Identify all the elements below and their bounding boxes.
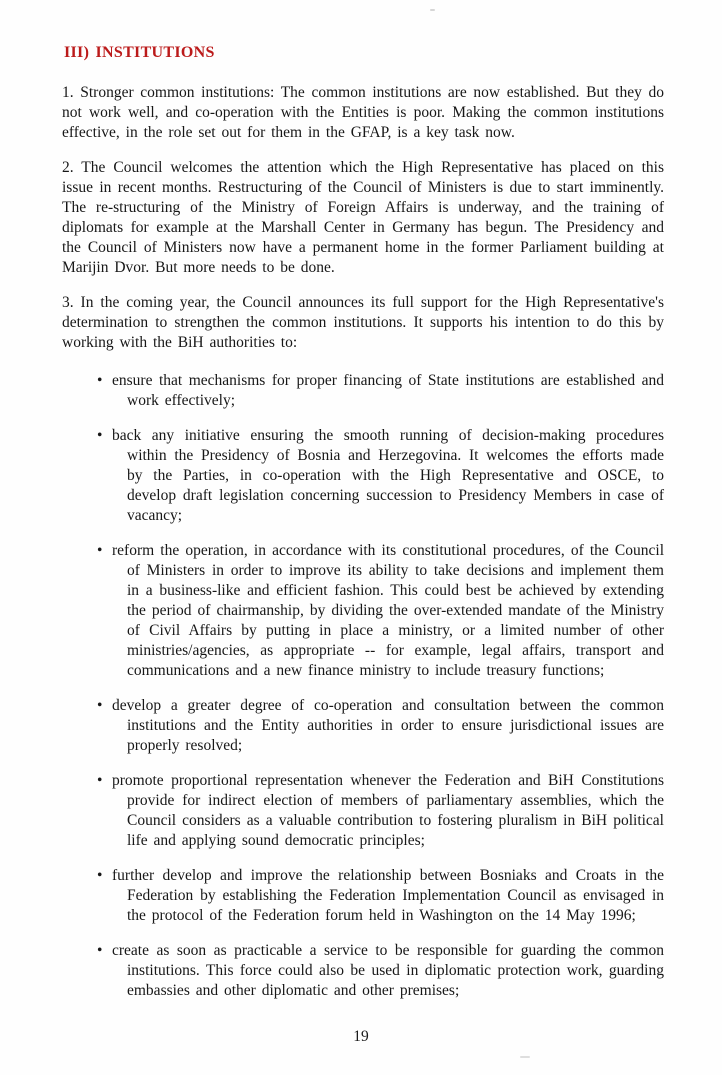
bullet-item xyxy=(97,426,664,526)
paragraph-2: 2. The Council welcomes the attention which the High Representative has placed on this issue in recent months. Restructuring of the Council of Ministers is due to start imminently. The re-structuring of the Ministry of Foreign Affairs is underway, and the training of diplomats for example at the Marshall Center in Germany has begun. The Presidency and the Council of Ministers now have a permanent home in the former Parliament building at Marijin Dvor. But more needs to be done. xyxy=(62,159,664,276)
bullet-item xyxy=(97,771,664,851)
paragraph-3: 3. In the coming year, the Council announces its full support for the High Representative's determination to strengthen the common institutions. It supports his intention to do this by working with the BiH authorities to: xyxy=(62,294,664,351)
bullet-item xyxy=(97,941,664,1001)
bullet-text: promote proportional representation whenever the Federation and BiH Constitutions provide for indirect election of members of parliamentary assemblies, which the Council considers as a valuable contribution to fostering pluralism in BiH political life and applying sound democratic principles; xyxy=(112,772,664,849)
bullet-item xyxy=(97,866,664,926)
scan-speck xyxy=(520,1056,530,1058)
scan-speck xyxy=(430,9,435,11)
bullet-icon: • xyxy=(97,772,103,789)
bullet-icon: • xyxy=(97,542,103,559)
bullet-icon: • xyxy=(97,372,103,389)
bullet-item xyxy=(97,696,664,756)
bullet-text: create as soon as practicable a service to be responsible for guarding the common institutions. This force could also be used in diplomatic protection work, guarding embassies and other diplomatic and other premises; xyxy=(112,942,664,999)
page-number: 19 xyxy=(353,1028,369,1045)
bullet-list xyxy=(62,371,664,1001)
bullet-text: further develop and improve the relationship between Bosniaks and Croats in the Federation by establishing the Federation Implementation Council as envisaged in the protocol of the Federation forum held in Washington on the 14 May 1996; xyxy=(112,867,664,924)
bullet-item xyxy=(97,541,664,681)
bullet-text: ensure that mechanisms for proper financing of State institutions are established and work effectively; xyxy=(112,372,664,409)
bullet-icon: • xyxy=(97,867,103,884)
bullet-item xyxy=(97,371,664,411)
section-heading: III) INSTITUTIONS xyxy=(64,44,215,61)
bullet-icon: • xyxy=(97,427,103,444)
bullet-text: back any initiative ensuring the smooth running of decision-making procedures within the Presidency of Bosnia and Herzegovina. It welcomes the efforts made by the Parties, in co-operation with the High Representative and OSCE, to develop draft legislation concerning succession to Presidency Members in case of vacancy; xyxy=(112,427,664,524)
paragraph-1: 1. Stronger common institutions: The common institutions are now established. But they do not work well, and co-operation with the Entities is poor. Making the common institutions effective, in the role set out for them in the GFAP, is a key task now. xyxy=(62,84,664,141)
bullet-icon: • xyxy=(97,942,103,959)
bullet-icon: • xyxy=(97,697,103,714)
bullet-text: reform the operation, in accordance with its constitutional procedures, of the Council of Ministers in order to improve its ability to take decisions and implement them in a business-like and efficient fashion. This could best be achieved by extending the period of chairmanship, by dividing the over-extended mandate of the Ministry of Civil Affairs by putting in place a ministry, or a limited number of other ministries/agencies, as appropriate -- for example, legal affairs, transport and communications and a new finance ministry to include treasury functions; xyxy=(112,542,664,679)
bullet-text: develop a greater degree of co-operation and consultation between the common institutions and the Entity authorities in order to ensure jurisdictional issues are properly resolved; xyxy=(112,697,664,754)
